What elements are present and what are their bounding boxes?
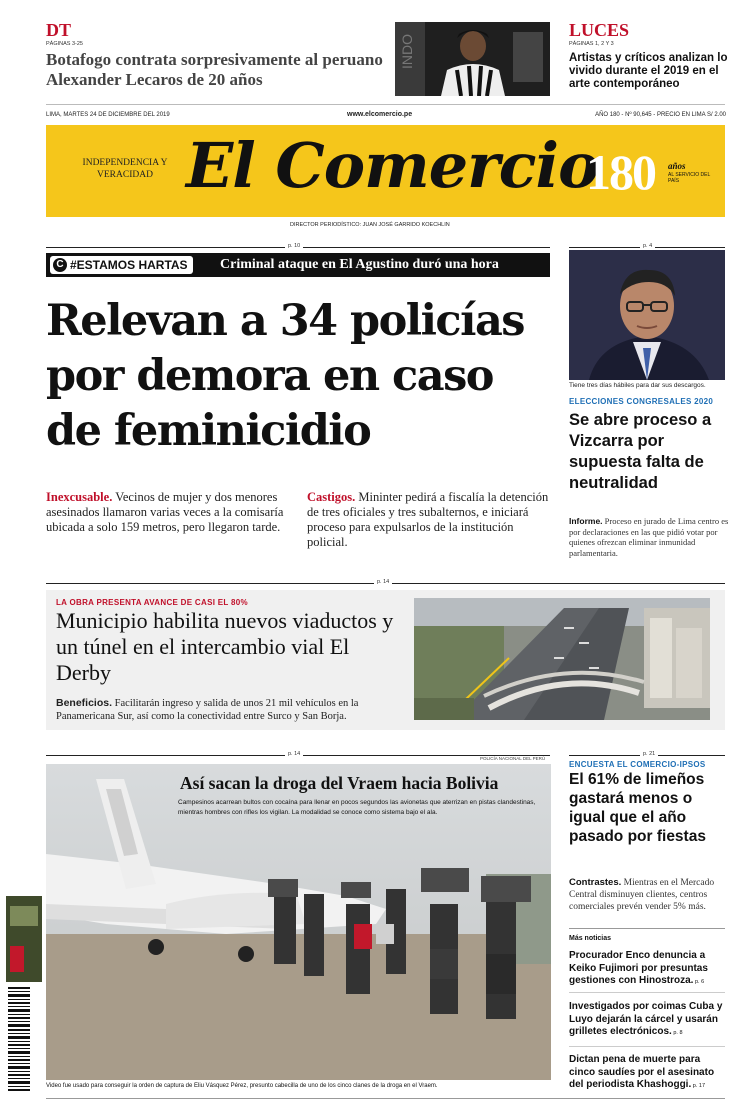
col1-lead: Inexcusable.: [46, 490, 113, 504]
anniversary-word: años: [668, 161, 686, 171]
svg-text:INDO: INDO: [399, 34, 415, 69]
feminicide-kicker-bar: [46, 253, 550, 277]
informe-text: Proceso en jurado de Lima centro es por declaraciones en las que pidió votar por quienes ofrezcan eliminar inmunidad parlamentaria.: [569, 516, 729, 558]
barcode: [6, 985, 42, 1095]
encuesta-kicker: ENCUESTA EL COMERCIO-IPSOS: [569, 760, 706, 769]
main-col-2: [307, 490, 551, 550]
luces-teaser-headline[interactable]: Artistas y críticos analizan lo vivido durante el 2019 en el arte contemporáneo: [569, 52, 728, 90]
more-news-item[interactable]: [569, 1001, 729, 1040]
col2-lead: Castigos.: [307, 490, 356, 504]
anniversary-number: 180: [586, 144, 655, 200]
derby-aerial-photo: [414, 598, 710, 720]
more-news-rule: [569, 928, 725, 929]
more-news-page: p. 6: [693, 979, 705, 985]
main-headline[interactable]: Relevan a 34 policías por demora en caso de feminicidio: [46, 296, 525, 456]
luces-pages: PÁGINAS 1, 2 Y 3: [569, 41, 614, 47]
derby-page-ref: p. 14: [374, 579, 392, 585]
more-news-label: Más noticias: [569, 935, 612, 942]
vraem-photo-credit: POLICÍA NACIONAL DEL PERÚ: [480, 756, 546, 761]
more-news-text: Investigados por coimas Cuba y Luyo dejarán la cárcel y usarán grilletes electrónicos.: [569, 1001, 723, 1037]
dt-teaser-headline[interactable]: Botafogo contrata sorpresivamente al peruano Alexander Lecaros de 20 años: [46, 50, 383, 89]
dateline: LIMA, MARTES 24 DE DICIEMBRE DEL 2019: [46, 112, 170, 118]
derby-summary: [56, 697, 406, 723]
luces-section-label[interactable]: LUCES: [569, 20, 630, 40]
top-divider: [46, 104, 725, 105]
kicker-bar-text: Criminal ataque en El Agustino duró una hora: [220, 257, 499, 272]
issue-info: AÑO 180 - Nº 90,645 - PRECIO EN LIMA S/ 2.00: [595, 112, 726, 118]
elections-kicker: ELECCIONES CONGRESALES 2020: [569, 397, 714, 406]
dt-section-label[interactable]: DT: [46, 20, 72, 40]
encuesta-summary: [569, 877, 729, 913]
derby-kicker: LA OBRA PRESENTA AVANCE DE CASI EL 80%: [56, 598, 248, 607]
more-news-text: Dictan pena de muerte para cinco saudíes por el asesinato del periodista Khashoggi.: [569, 1054, 715, 1090]
anniversary-subtitle: AL SERVICIO DEL PAÍS: [668, 172, 711, 184]
more-news-divider: [569, 992, 725, 993]
el-comercio-c-icon: C: [53, 258, 67, 272]
sticker-photo: [6, 896, 42, 982]
logo[interactable]: El Comercio: [186, 129, 599, 202]
estamos-hartas-tag[interactable]: [50, 256, 193, 274]
vizcarra-photo: [569, 250, 725, 380]
vizcarra-caption: Tiene tres días hábiles para dar sus descargos.: [569, 382, 706, 389]
lecaros-photo: [395, 22, 550, 96]
more-news-item[interactable]: [569, 950, 729, 989]
motto: INDEPENDENCIA Y VERACIDAD: [82, 158, 168, 180]
tag-label: #ESTAMOS HARTAS: [70, 258, 188, 272]
vizcarra-headline[interactable]: Se abre proceso a Vizcarra por supuesta falta de neutralidad: [569, 411, 712, 492]
masthead: [46, 125, 725, 217]
more-news-page: p. 17: [691, 1083, 706, 1089]
contrastes-lead: Contrastes.: [569, 877, 622, 888]
more-news-item[interactable]: [569, 1054, 729, 1093]
encuesta-page-ref: p. 21: [640, 751, 658, 757]
encuesta-headline[interactable]: El 61% de limeños gastará menos o igual que el año pasado por fiestas: [569, 771, 706, 845]
more-news-page: p. 8: [671, 1030, 683, 1036]
vraem-caption: Video fue usado para conseguir la orden de captura de Eliu Vásquez Pérez, presunto cabecilla de uno de los cinco clanes de la droga en el Vraem.: [46, 1083, 438, 1089]
vraem-dek: Campesinos acarrean bultos con cocaína para llenar en pocos segundos las avionetas que aterrizan en pistas clandestinas, mientras hombres con rifles los vigilan. La modalidad se conoce como sistema bajo el ala.: [178, 799, 536, 816]
derby-text: Facilitarán ingreso y salida de unos 21 mil vehículos en la Panamericana Sur, así como la conectividad entre Surco y San Borja.: [56, 698, 359, 722]
director-credit: DIRECTOR PERIODÍSTICO: JUAN JOSÉ GARRIDO KOECHLIN: [290, 222, 450, 228]
vizcarra-informe: [569, 516, 729, 558]
more-news-divider: [569, 1046, 725, 1047]
main-col-1: [46, 490, 294, 535]
vraem-headline[interactable]: Así sacan la droga del Vraem hacia Bolivia: [180, 773, 499, 793]
derby-headline[interactable]: Municipio habilita nuevos viaductos y un túnel en el intercambio vial El Derby: [56, 608, 394, 685]
main-page-ref: p. 10: [285, 243, 303, 249]
more-news-text: Procurador Enco denuncia a Keiko Fujimori por presuntas gestiones con Hinostroza.: [569, 950, 708, 986]
footer-rule: [46, 1098, 725, 1099]
informe-lead: Informe.: [569, 516, 603, 526]
dt-pages: PÁGINAS 3-25: [46, 41, 83, 47]
derby-lead: Beneficios.: [56, 697, 113, 709]
vizcarra-page-ref: p. 4: [640, 243, 655, 249]
contrastes-text: Mientras en el Mercado Central disminuyen clientes, centros comerciales prevén vender 5% más.: [569, 878, 715, 912]
col1-text: Vecinos de mujer y dos menores asesinados llamaron varias veces a la comisaría ubicada a solo 159 metros, pero llegaron tarde.: [46, 490, 284, 534]
vraem-page-ref: p. 14: [285, 751, 303, 757]
col2-text: Mininter pedirá a fiscalía la detención de tres oficiales y tres subalternos, e iniciará proceso para expulsarlos de la institución policial.: [307, 490, 549, 549]
website-link[interactable]: www.elcomercio.pe: [347, 111, 413, 118]
